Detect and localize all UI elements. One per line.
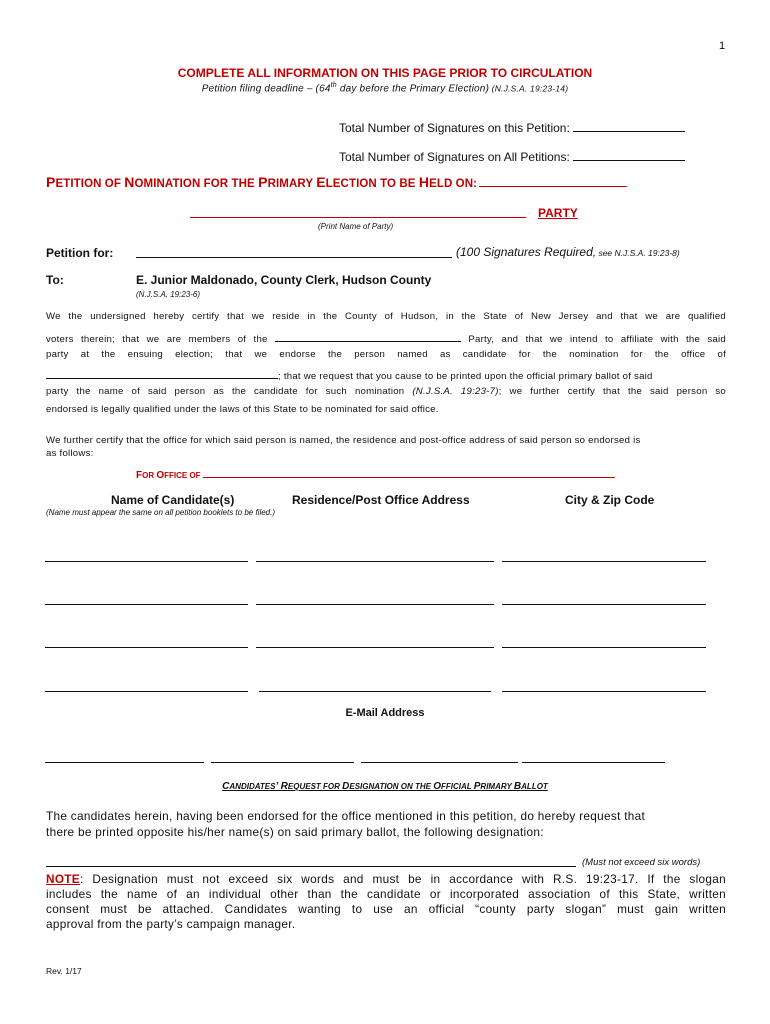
email-field-3[interactable] xyxy=(361,762,518,763)
county-clerk: E. Junior Maldonado, County Clerk, Hudson County xyxy=(136,273,432,287)
email-field-4[interactable] xyxy=(522,762,665,763)
column-address: Residence/Post Office Address xyxy=(292,493,470,507)
note-line-4: approval from the party’s campaign manager. xyxy=(46,917,296,931)
for-office-field[interactable] xyxy=(203,467,615,478)
print-party-note: (Print Name of Party) xyxy=(318,222,394,231)
six-words-note: (Must not exceed six words) xyxy=(582,857,701,868)
column-name-of-candidate: Name of Candidate(s) xyxy=(111,493,235,507)
designation-field[interactable] xyxy=(46,866,576,867)
email-label: E-Mail Address xyxy=(345,707,425,719)
column-city-zip: City & Zip Code xyxy=(565,493,655,507)
designation-heading: CANDIDATES’ REQUEST FOR DESIGNATION ON THE OFFICIAL PRIMARY BALLOT xyxy=(222,781,548,792)
signatures-this-petition: Total Number of Signatures on this Petition: xyxy=(339,120,685,135)
candidate-city-field-4[interactable] xyxy=(502,691,706,692)
member-party-field[interactable] xyxy=(275,331,461,342)
to-label: To: xyxy=(46,273,64,287)
for-office-label: FOR OFFICE OF xyxy=(136,467,615,481)
candidate-address-field-2[interactable] xyxy=(256,604,494,605)
candidate-name-field-3[interactable] xyxy=(45,647,248,648)
office-field[interactable] xyxy=(46,368,278,379)
clerk-citation: (N.J.S.A. 19:23-6) xyxy=(136,290,201,299)
candidate-name-field-1[interactable] xyxy=(45,561,248,562)
candidate-city-field-3[interactable] xyxy=(502,647,706,648)
candidate-name-field-4[interactable] xyxy=(45,691,248,692)
candidate-address-field-4[interactable] xyxy=(259,691,491,692)
revision-label: Rev. 1/17 xyxy=(46,966,82,976)
note-label: NOTE xyxy=(46,872,80,886)
note-line-2: includes the name of an individual other than the candidate or incorporated association of this State, written xyxy=(46,887,726,901)
candidate-address-field-3[interactable] xyxy=(256,647,494,648)
cert-line-1: We the undersigned hereby certify that we reside in the County of Hudson, in the State of New Jersey and that we are qualified xyxy=(46,311,726,322)
filing-deadline: Petition filing deadline – (64th day before the Primary Election) (N.J.S.A. 19:23-14) xyxy=(201,82,569,95)
petition-for-field[interactable] xyxy=(136,257,452,258)
cert-line-6: endorsed is legally qualified under the laws of this State to be nominated for said office. xyxy=(46,404,439,415)
page-number: 1 xyxy=(719,40,726,52)
signatures-this-petition-field[interactable] xyxy=(573,120,685,132)
petition-for-label: Petition for: xyxy=(46,246,114,260)
cert-line-3: party at the ensuing election; that we endorse the person named as candidate for the nomination for the office of xyxy=(46,349,726,360)
cert-line-5: party the name of said person as the candidate for such nomination (N.J.S.A. 19:23-7); we further certify that the said person so xyxy=(46,386,726,397)
email-field-1[interactable] xyxy=(45,762,204,763)
note-line-1: NOTE: Designation must not exceed six words and must be in accordance with R.S. 19:23-17. If the slogan xyxy=(46,872,726,886)
candidate-city-field-1[interactable] xyxy=(502,561,706,562)
note-line-3: consent must be attached. Candidates wanting to use an official “county party slogan” must gain written xyxy=(46,902,726,916)
election-date-field[interactable] xyxy=(479,173,627,187)
signatures-all-petitions-field[interactable] xyxy=(573,149,685,161)
cert-line-2: voters therein; that we are members of the Party, and that we intend to affiliate with the said xyxy=(46,331,726,345)
petition-title: PETITION OF NOMINATION FOR THE PRIMARY ELECTION TO BE HELD ON: xyxy=(46,173,627,190)
candidate-city-field-2[interactable] xyxy=(502,604,706,605)
party-label: PARTY xyxy=(538,206,578,220)
further-certify-2: as follows: xyxy=(46,448,94,459)
cert-line-4: ; that we request that you cause to be printed upon the official primary ballot of said xyxy=(46,368,726,382)
signatures-all-petitions: Total Number of Signatures on All Petitions: xyxy=(339,149,685,164)
circulation-instruction: COMPLETE ALL INFORMATION ON THIS PAGE PRIOR TO CIRCULATION xyxy=(177,66,593,80)
candidate-address-field-1[interactable] xyxy=(256,561,494,562)
further-certify-1: We further certify that the office for which said person is named, the residence and post-office address of said person so endorsed is xyxy=(46,435,641,446)
name-consistency-note: (Name must appear the same on all petition booklets to be filed.) xyxy=(46,508,276,517)
candidate-name-field-2[interactable] xyxy=(45,604,248,605)
party-name-field[interactable] xyxy=(190,217,526,218)
signatures-required-note: (100 Signatures Required, see N.J.S.A. 19:23-8) xyxy=(456,245,680,259)
designation-body-2: there be printed opposite his/her name(s) on said primary ballot, the following designation: xyxy=(46,825,544,839)
designation-body-1: The candidates herein, having been endorsed for the office mentioned in this petition, do hereby request that xyxy=(46,809,646,823)
email-field-2[interactable] xyxy=(211,762,354,763)
